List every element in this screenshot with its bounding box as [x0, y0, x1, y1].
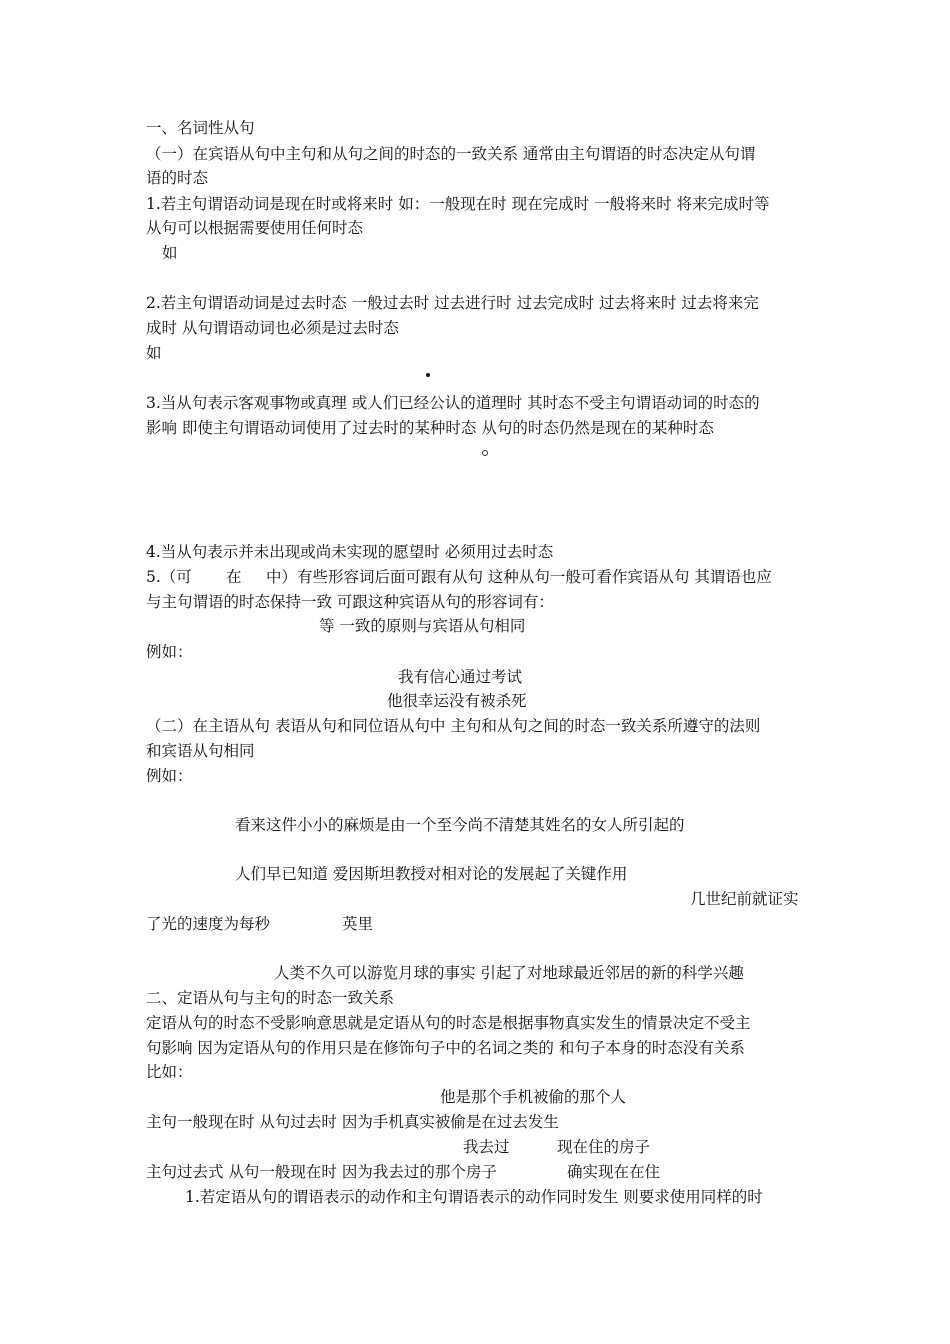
paragraph-line: 与主句谓语的时态保持一致 可跟这种宾语从句的形容词有： [146, 593, 554, 611]
paragraph-line: 4.当从句表示并未出现或尚未实现的愿望时 必须用过去时态 [146, 543, 554, 561]
paragraph-line: 5.（可 [146, 568, 192, 586]
paragraph-line: （二）在主语从句 表语从句和同位语从句中 主句和从句之间的时态一致关系所遵守的法则 [146, 717, 761, 735]
paragraph-line: 主句过去式 从句一般现在时 因为我去过的那个房子 [146, 1163, 497, 1181]
paragraph-line: 1.若主句谓语动词是现在时或将来时 如：一般现在时 现在完成时 一般将来时 将来完成时等 [146, 195, 770, 213]
example-sentence: 几世纪前就证实 [690, 890, 799, 908]
paragraph-fragment: 中）有些形容词后面可跟有从句 这种从句一般可看作宾语从句 其谓语也应 [266, 568, 772, 586]
example-label: 比如： [146, 1063, 193, 1081]
bullet-dot [426, 373, 430, 377]
example-sentence: 了光的速度为每秒 [146, 915, 271, 933]
paragraph-line: 2.若主句谓语动词是过去时态 一般过去时 过去进行时 过去完成时 过去将来时 过去将来完 [146, 294, 759, 312]
example-fragment: 现在住的房子 [557, 1138, 651, 1156]
example-sentence: 我去过 [463, 1138, 510, 1156]
example-label: 如 [146, 344, 162, 362]
paragraph-line: 成时 从句谓语动词也必须是过去时态 [146, 319, 399, 337]
paragraph-line: 语的时态 [146, 169, 209, 187]
paragraph-fragment: 在 [226, 568, 242, 586]
section-heading-attributive-clauses: 二、定语从句与主句的时态一致关系 [146, 989, 395, 1007]
example-sentence: 人们早已知道 爱因斯坦教授对相对论的发展起了关键作用 [235, 865, 628, 883]
example-sentence: 看来这件小小的麻烦是由一个至今尚不清楚其姓名的女人所引起的 [235, 816, 685, 834]
paragraph-line: 和宾语从句相同 [146, 742, 255, 760]
paragraph-line: 句影响 因为定语从句的作用只是在修饰句子中的名词之类的 和句子本身的时态没有关系 [146, 1039, 745, 1057]
example-label: 例如： [146, 643, 193, 661]
section-heading-noun-clauses: 一、名词性从句 [146, 119, 255, 137]
example-label: 例如： [146, 767, 193, 785]
paragraph-fragment: 确实现在在住 [567, 1163, 661, 1181]
paragraph-line: 主句一般现在时 从句过去时 因为手机真实被偷是在过去发生 [146, 1113, 559, 1131]
example-sentence: 他很幸运没有被杀死 [387, 692, 527, 710]
paragraph-line: 从句可以根据需要使用任何时态 [146, 219, 364, 237]
paragraph-line: 影响 即使主句谓语动词使用了过去时的某种时态 从句的时态仍然是现在的某种时态 [146, 419, 714, 437]
paragraph-line: 等 一致的原则与宾语从句相同 [319, 617, 526, 635]
paragraph-line: 1.若定语从句的谓语表示的动作和主句谓语表示的动作同时发生 则要求使用同样的时 [185, 1188, 763, 1206]
example-sentence: 人类不久可以游览月球的事实 引起了对地球最近邻居的新的科学兴趣 [274, 964, 744, 982]
example-sentence: 他是那个手机被偷的那个人 [440, 1088, 627, 1106]
paragraph-line: （一）在宾语从句中主句和从句之间的时态的一致关系 通常由主句谓语的时态决定从句谓 [146, 145, 756, 163]
example-label: 如 [162, 244, 178, 262]
paragraph-line: 3.当从句表示客观事物或真理 或人们已经公认的道理时 其时态不受主句谓语动词的时态的 [146, 394, 760, 412]
small-circle-mark [482, 450, 488, 456]
example-sentence: 我有信心通过考试 [398, 668, 523, 686]
paragraph-line: 定语从句的时态不受影响意思就是定语从句的时态是根据事物真实发生的情景决定不受主 [146, 1014, 751, 1032]
example-fragment: 英里 [342, 915, 374, 933]
